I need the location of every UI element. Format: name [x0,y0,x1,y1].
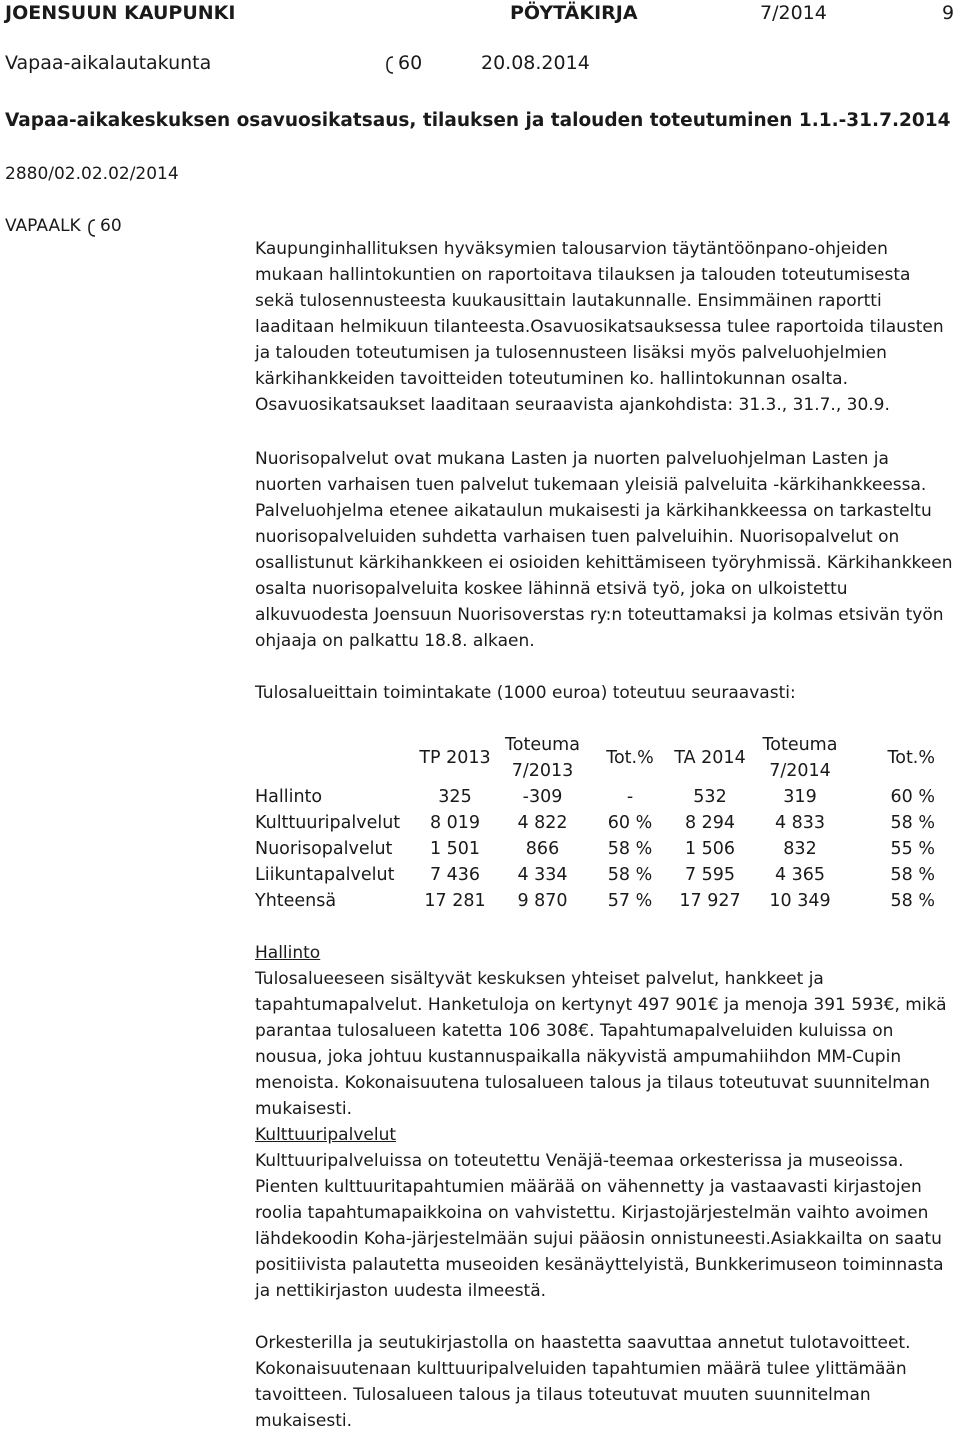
committee-name: Vapaa-aikalautakunta [5,52,212,74]
table-cell: 58 % [890,891,935,911]
table-intro: Tulosalueittain toimintakate (1000 euroa) toteutuu seuraavasti: [255,683,796,703]
table-cell: 60 % [607,813,653,833]
header-cell: TP 2013 [419,748,491,768]
row-label: Hallinto [255,787,323,807]
header-cell: Toteuma 7/2013 [505,735,580,781]
section-sign-icon [87,218,97,238]
page-title: Vapaa-aikakeskuksen osavuosikatsaus, tilauksen ja talouden toteutuminen 1.1.-31.7.2014 [5,110,951,131]
page-number: 9 [942,2,955,24]
table-cell: 58 % [607,865,653,885]
table-cell: 4 365 [774,865,826,885]
table-cell: 58 % [890,865,935,885]
table-cell: 17 281 [424,891,486,911]
header-cell: Tot.% [606,748,654,768]
table-cell: 1 501 [429,839,481,859]
document-type: PÖYTÄKIRJA [510,2,638,24]
header-cell [255,732,415,784]
table-cell: 319 [783,787,817,807]
kulttuuri-body: Kulttuuripalveluissa on toteutettu Venäjä-teemaa orkesterissa ja museoissa. Pienten kulttuuritapahtumien määrää on vähennetty ja vastaavasti kirjastojen roolia tapahtumapaikkoina on vahvistettu. Kirjastojärjestelmän vaihto avoimen lähdekoodin Koha-järjestelmään sujui pääosin onnistuneesti.Asiakkailta on saatu positiivista palautetta museoiden kesänäyttelyistä, Bunkkerimuseon toiminnasta ja nettikirjaston uudesta ilmeestä. [255,1151,944,1301]
meeting-date: 20.08.2014 [481,52,590,74]
table-cell: 866 [525,839,560,859]
table-cell: 1 506 [684,839,736,859]
table-cell: -309 [522,787,563,807]
table-cell: 8 294 [684,813,736,833]
table-cell: 4 822 [517,813,568,833]
row-label: Liikuntapalvelut [255,865,395,885]
table-header-row [255,732,935,784]
section-label-number: 60 [100,216,122,236]
header-cell: TA 2014 [674,748,746,768]
table-cell: 532 [693,787,727,807]
table-row [255,862,935,888]
hallinto-body: Tulosalueeseen sisältyvät keskuksen yhteiset palvelut, hankkeet ja tapahtumapalvelut. Hanketuloja on kertynyt 497 901€ ja menoja 391 593€, mikä parantaa tulosalueen katetta 106 308€. Tapahtumapalveluiden kuluissa on nousua, joka johtuu kustannuspaikalla näkyvistä ampumahiihdon MM-Cupin menoista. Kokonaisuutena tulosalueen talous ja tilaus toteutuvat suunnitelman mukaisesti. [255,969,947,1119]
table-cell: 325 [438,787,472,807]
table-cell: 8 019 [429,813,481,833]
table-cell: 4 334 [517,865,568,885]
kulttuuri-section [255,1122,955,1304]
youth-services-paragraph: Nuorisopalvelut ovat mukana Lasten ja nuorten palveluohjelman Lasten ja nuorten varhaisen tuen palvelut tukemaan yleisiä palveluita -kärkihankkeessa. Palveluohjelma etenee aikataulun mukaisesti ja kärkihankkeessa on tarkasteltu nuorisopalveluiden suhdetta varhaisen tuen palveluihin. Nuorisopalvelut on osallistunut kärkihankkeen ei osioiden kehittämiseen työryhmissä. Kärkihankkeen osalta nuorisopalveluita koskee lähinnä etsivä työ, joka on ulkoistettu alkuvuodesta Joensuun Nuorisoverstas ry:n toteuttamaksi ja kolmas etsivän työn ohjaaja on palkattu 18.8. alkaen. [255,449,953,651]
kulttuuri-heading: Kulttuuripalvelut [255,1125,397,1145]
table-cell: 55 % [890,839,935,859]
row-label: Kulttuuripalvelut [255,813,401,833]
hallinto-heading: Hallinto [255,943,321,963]
table-row [255,810,935,836]
row-label: Yhteensä [255,891,337,911]
section-label: VAPAALK [5,216,81,236]
intro-paragraph: Kaupunginhallituksen hyväksymien talousarvion täytäntöönpano-ohjeiden mukaan hallintokuntien on raportoitava tilauksen ja talouden toteutumisesta sekä tulosennusteesta kuukausittain lautakunnalle. Ensimmäinen raportti laaditaan helmikuun tilanteesta.Osavuosikatsauksessa tulee raportoida tilausten ja talouden toteutumisen ja tulosennusteen lisäksi myös palveluohjelmien kärkihankkeiden tavoitteiden toteutuminen ko. hallintokunnan osalta. Osavuosikatsaukset laaditaan seuraavista ajankohdista: 31.3., 31.7., 30.9. [255,239,944,415]
table-cell: 7 595 [684,865,736,885]
section-number: 60 [398,52,423,74]
table-cell: 7 436 [429,865,481,885]
table-cell: 60 % [890,787,935,807]
table-cell: 17 927 [679,891,741,911]
table-cell: - [626,787,634,807]
row-label: Nuorisopalvelut [255,839,393,859]
table-cell: 9 870 [517,891,568,911]
header-cell: Toteuma 7/2014 [762,735,838,781]
table-cell: 58 % [890,813,935,833]
table-row [255,784,935,810]
table-cell: 832 [783,839,817,859]
table-cell: 58 % [607,839,653,859]
table-row-total [255,888,935,914]
closing-paragraph: Orkesterilla ja seutukirjastolla on haastetta saavuttaa annetut tulotavoitteet. Kokonaisuutenaan kulttuuripalveluiden tapahtumien määrä tulee ylittämään tavoitteen. Tulosalueen talous ja tilaus toteutuvat muuten suunnitelman mukaisesti. [255,1333,911,1431]
hallinto-section [255,940,955,1122]
record-id: 2880/02.02.02/2014 [5,164,179,184]
header-cell: Tot.% [887,748,935,768]
budget-table [255,732,935,914]
table-row [255,836,935,862]
table-cell: 4 833 [774,813,826,833]
table-cell: 10 349 [769,891,831,911]
org-name: JOENSUUN KAUPUNKI [5,2,236,24]
issue-number: 7/2014 [760,2,827,24]
section-sign-icon [385,55,395,75]
table-cell: 57 % [607,891,653,911]
